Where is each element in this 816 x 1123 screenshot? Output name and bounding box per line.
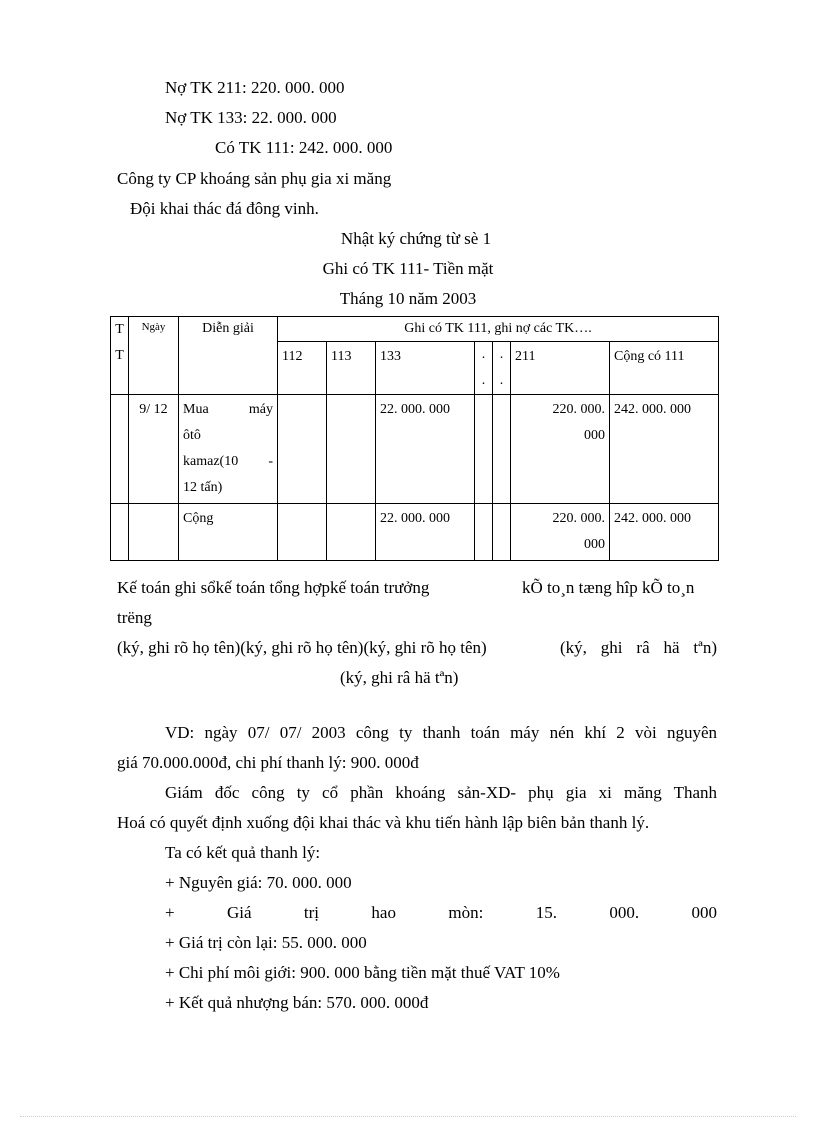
header-133: 133 [376,342,475,395]
header-dots-b: . . [493,342,511,395]
result-remaining-value: + Giá trị còn lại: 55. 000. 000 [165,933,367,952]
example-line-2: giá 70.000.000đ, chi phí thanh lý: 900. 000đ [117,753,419,772]
header-dots-a: . . [475,342,493,395]
header-tt: T T [111,317,129,395]
row1-211: 220. 000. 000 [511,395,610,504]
entry-no-133: Nợ TK 133: 22. 000. 000 [165,108,337,127]
signature-instruction-last: (ký, ghi râ hä tªn) [340,668,459,687]
row2-label: Cộng [179,504,278,561]
row2-133: 22. 000. 000 [376,504,475,561]
entry-no-211: Nợ TK 211: 220. 000. 000 [165,78,345,97]
result-brokerage-fee: + Chi phí môi giới: 900. 000 bằng tiền mặt thuế VAT 10% [165,963,560,982]
result-depreciation: + Giá trị hao mòn: 15. 000. 000 [165,903,717,922]
decision-line-2: Hoá có quyết định xuống đội khai thác và khu tiến hành lập biên bản thanh lý. [117,813,650,832]
table-row [111,395,719,504]
header-211: 211 [511,342,610,395]
signature-instructions: (ký, ghi rõ họ tên)(ký, ghi rõ họ tên)(ký, ghi rõ họ tên) [117,638,487,657]
header-cong-co-111: Cộng có 111 [610,342,719,395]
company-name: Công ty CP khoáng sản phụ gia xi măng [117,169,392,188]
signature-titles: Kế toán ghi sổkế toán tổng hợpkế toán trưởng [117,578,430,597]
row1-ngay: 9/ 12 [129,395,179,504]
row1-cong-co: 242. 000. 000 [610,395,719,504]
table-header-row [111,317,719,342]
team-name: Đội khai thác đá đông vinh. [130,199,319,218]
row2-211: 220. 000. 000 [511,504,610,561]
header-dien-giai: Diễn giải [179,317,278,395]
example-line-1: VD: ngày 07/ 07/ 2003 công ty thanh toán máy nén khí 2 vòi nguyên [165,723,717,742]
row1-dien-giai: Mua máy ôtô kamaz(10 - 12 tấn) [179,395,278,504]
result-heading: Ta có kết quả thanh lý: [165,843,321,862]
result-sale-outcome: + Kết quả nhượng bán: 570. 000. 000đ [165,993,429,1012]
header-ghi-co-group: Ghi có TK 111, ghi nợ các TK…. [278,317,719,342]
header-113: 113 [327,342,376,395]
decision-line-1: Giám đốc công ty cổ phần khoáng sản-XD- phụ gia xi măng Thanh [165,783,717,802]
journal-title: Nhật ký chứng từ sè 1 [340,229,492,248]
result-original-price: + Nguyên giá: 70. 000. 000 [165,873,352,892]
table-row [111,504,719,561]
signature-instructions-garbled: (ký, ghi râ hä tªn) [560,638,717,657]
journal-table [110,316,719,561]
page-footer-divider [20,1116,796,1117]
row2-cong-co: 242. 000. 000 [610,504,719,561]
journal-month: Tháng 10 năm 2003 [339,289,477,308]
entry-co-111: Có TK 111: 242. 000. 000 [215,138,393,157]
journal-subtitle: Ghi có TK 111- Tiền mặt [322,259,494,278]
signature-truong: trëng [117,608,152,627]
header-ngay: Ngày [129,317,179,395]
row1-133: 22. 000. 000 [376,395,475,504]
signature-titles-garbled: kÕ to¸n tæng hîp kÕ to¸n [522,578,695,597]
header-112: 112 [278,342,327,395]
